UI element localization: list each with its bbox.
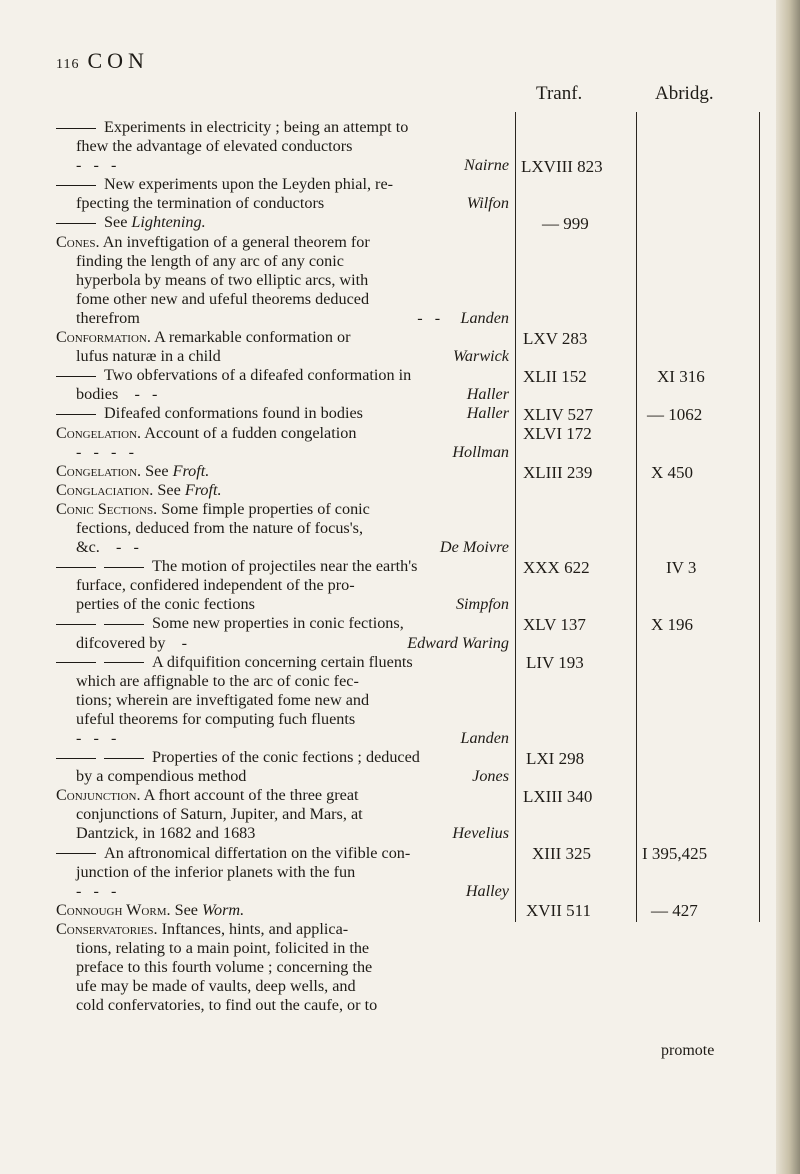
abridg-ref: I 395,425: [642, 844, 708, 863]
entry-line: junction of the inferior planets with the fun: [76, 862, 356, 881]
headword: Conic Sections.: [56, 499, 158, 518]
entry-line: A difquifition concerning certain fluents: [56, 653, 509, 672]
abridg-ref: IV 3: [666, 558, 697, 577]
entry-line: Properties of the conic fections ; deduced: [56, 748, 509, 767]
entry-line: - - - Landen: [76, 729, 509, 747]
tranf-ref: LXV 283: [523, 329, 588, 348]
entry-line: which are affignable to the arc of conic fec-: [76, 671, 359, 690]
tranf-ref: LIV 193: [526, 653, 584, 672]
page-number: 116: [56, 57, 80, 72]
tranf-ref: XLVI 172: [523, 424, 592, 443]
entry-line: &c. - - De Moivre: [76, 538, 509, 557]
column-rule-middle: [636, 112, 637, 922]
tranf-ref: LXIII 340: [523, 787, 593, 806]
entry-line: Connough Worm. See Worm.: [56, 900, 245, 919]
column-header-abridg: Abridg.: [655, 83, 714, 104]
entry-line: - - - Nairne: [76, 156, 509, 175]
running-head-title: CON: [87, 48, 149, 73]
abridg-ref: XI 316: [657, 367, 705, 386]
entry-line: tions; wherein are inveftigated fome new and: [76, 690, 370, 709]
entry-line: ufe may be made of vaults, deep wells, and: [76, 977, 356, 996]
entry-line: ufeful theorems for computing fuch fluents: [76, 709, 356, 728]
entry-line: difcovered by - Edward Waring: [76, 633, 509, 652]
entry-line: tions, relating to a main point, folicited in the: [76, 939, 370, 958]
entry-line: hyperbola by means of two elliptic arcs, with: [76, 270, 369, 289]
headword: Cones.: [56, 232, 100, 251]
tranf-ref: XLV 137: [523, 615, 586, 634]
entry-line: finding the length of any arc of any conic: [76, 251, 344, 270]
tranf-ref: LXVIII 823: [521, 157, 603, 176]
headword: Conservatories.: [56, 919, 158, 938]
entry-line: Dantzick, in 1682 and 1683 Hevelius: [76, 824, 509, 843]
entry-line: Conservatories. Inftances, hints, and applica-: [56, 919, 349, 938]
tranf-ref: XLIII 239: [523, 463, 593, 482]
entry-line: Conjunction. A fhort account of the three great: [56, 786, 359, 805]
entry-line: furface, confidered independent of the pro-: [76, 576, 355, 595]
abridg-ref: X 450: [651, 463, 694, 482]
entry-line: Difeafed conformations found in bodies Haller: [56, 404, 509, 423]
entry-line: therefrom - - Landen: [76, 308, 509, 327]
abridg-ref: X 196: [651, 615, 694, 634]
entry-line: fections, deduced from the nature of focus's,: [76, 518, 363, 537]
entry-line: preface to this fourth volume ; concerning the: [76, 958, 373, 977]
headword: Connough Worm.: [56, 900, 171, 919]
entry-line: Conic Sections. Some fimple properties of conic: [56, 499, 370, 518]
entry-line: by a compendious method Jones: [76, 767, 509, 786]
tranf-ref: — 999: [542, 214, 589, 233]
entry-line: New experiments upon the Leyden phial, re-: [56, 175, 509, 194]
column-rule-right: [759, 112, 760, 922]
headword: Conjunction.: [56, 786, 141, 805]
headword: Conformation.: [56, 328, 151, 347]
entry-line: See Lightening.: [56, 213, 509, 232]
tranf-ref: XXX 622: [523, 558, 590, 577]
entry-line: - - - - Hollman: [76, 442, 509, 461]
entry-line: Two obfervations of a difeafed conformation in: [56, 366, 509, 385]
entry-line: Congelation. Account of a fudden congelation: [56, 423, 357, 442]
entry-line: fome other new and ufeful theorems deduced: [76, 289, 370, 308]
column-header-tranf: Tranf.: [536, 83, 583, 104]
tranf-ref: XLIV 527: [523, 405, 594, 424]
entry-line: Cones. An inveftigation of a general theorem for: [56, 232, 370, 251]
running-head: [56, 48, 149, 74]
entry-line: fhew the advantage of elevated conductors: [76, 137, 353, 156]
headword: Congelation.: [56, 423, 142, 442]
headword: Conglaciation.: [56, 480, 154, 499]
abridg-ref: — 1062: [647, 405, 703, 424]
entry-line: - - - Halley: [76, 881, 509, 900]
page-edge: [776, 0, 800, 1174]
tranf-ref: XVII 511: [526, 901, 591, 920]
entry-line: conjunctions of Saturn, Jupiter, and Mars, at: [76, 805, 363, 824]
entry-line: bodies - - Haller: [76, 385, 509, 404]
catchword: promote: [661, 1042, 715, 1059]
entry-line: lufus naturæ in a child Warwick: [76, 347, 509, 366]
entry-line: Conglaciation. See Froft.: [56, 480, 222, 499]
entry-line: Experiments in electricity ; being an attempt to: [56, 118, 509, 137]
column-rule-left: [515, 112, 516, 922]
tranf-ref: LXI 298: [526, 749, 585, 768]
entry-line: perties of the conic fections Simpfon: [76, 595, 509, 614]
entry-line: The motion of projectiles near the earth's: [56, 557, 509, 576]
tranf-ref: XLII 152: [523, 367, 587, 386]
entry-line: fpecting the termination of conductors Wilfon: [76, 194, 509, 213]
entry-line: An aftronomical differtation on the vifible con-: [56, 844, 509, 863]
index-entries: [56, 118, 509, 1015]
abridg-ref: — 427: [651, 901, 698, 920]
tranf-ref: XIII 325: [532, 844, 592, 863]
entry-line: Congelation. See Froft.: [56, 461, 210, 480]
entry-line: cold confervatories, to find out the caufe, or to: [76, 996, 378, 1015]
entry-line: Some new properties in conic fections,: [56, 614, 509, 633]
entry-line: Conformation. A remarkable conformation or: [56, 328, 351, 347]
headword: Congelation.: [56, 461, 142, 480]
